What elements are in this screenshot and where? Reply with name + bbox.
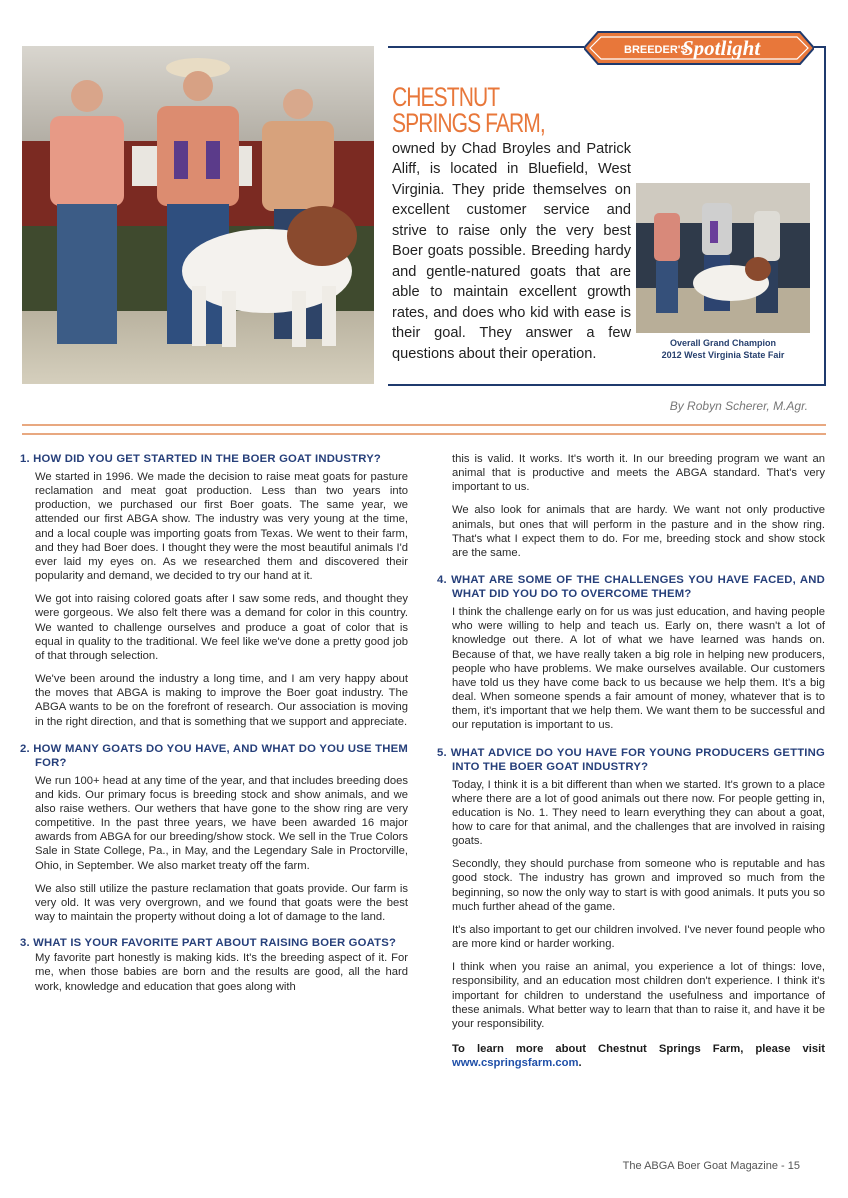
question-heading: 3. WHAT IS YOUR FAVORITE PART ABOUT RAISING BOER GOATS? [20, 937, 397, 950]
answer-paragraph: I think when you raise an animal, you experience a lot of things: love, responsibility, and an education most children don't experience. I think it's important for children to understand the usefulness and importance of these animals. What better way to learn that than to raise it, and have it be your responsibility. [452, 961, 825, 1030]
answer-paragraph: We got into raising colored goats after I saw some reds, and thought they were gorgeous. We also felt there was a demand for color in this country. We wanted to challenge ourselves and produce a goat of color that is equal in quality to the traditional. We feel like we've done a pretty good job of that through selection. [35, 593, 408, 662]
answer-paragraph: My favorite part honestly is making kids. It's the breeding aspect of it. For me, when those babies are born and the results are good, all the hard work, knowledge and education that goes along with [35, 952, 408, 993]
question-heading: 4. WHAT ARE SOME OF THE CHALLENGES YOU HAVE FACED, AND WHAT DID YOU DO TO OVERCOME THEM? [437, 574, 825, 601]
article-column-left [20, 452, 408, 994]
divider-rule [22, 433, 826, 435]
answer-paragraph: Secondly, they should purchase from someone who is reputable and has good stock. The industry has grown and improved so much from the beginning, so now the only way to start is with good animals. It puts you so much further ahead of the game. [452, 858, 825, 913]
page-footer: The ABGA Boer Goat Magazine - 15 [622, 1160, 800, 1172]
closing-paragraph [437, 1042, 825, 1070]
answer-paragraph: We also still utilize the pasture reclamation that goats provide. Our farm is very old. It was very overgrown, and we found that goats were the best way to maintain the property without doing a lot of damage to the land. [35, 882, 408, 924]
hero-photo [22, 46, 374, 384]
question-heading: 5. WHAT ADVICE DO YOU HAVE FOR YOUNG PRODUCERS GETTING INTO THE BOER GOAT INDUSTRY? [437, 746, 825, 773]
caption-line-2: 2012 West Virginia State Fair [661, 350, 785, 360]
caption-line-1: Overall Grand Champion [669, 338, 777, 348]
answer-paragraph: We've been around the industry a long time, and I am very happy about the moves that ABGA is making to improve the Boer goat industry. The ABGA wants to be on the forefront of research. Our association is moving in the right direction, and that is something that we support and appreciate. [35, 673, 408, 728]
answer-paragraph: We started in 1996. We made the decision to raise meat goats for pasture reclamation and meat goat production. Less than two years into production, we purchased our first Boer goats. The same year, we attended our first ABGA show. The industry was very young at the time, and a local couple was importing goats from Texas. We went to their farm, and they had Boer does. I thought they were the most beautiful animals I'd ever laid my eyes on. As we researched them and discovered their popularity and demand, we decided to try our hand at it. [35, 471, 408, 583]
closing-end: . [578, 1057, 582, 1070]
champion-photo-image [636, 183, 810, 333]
answer-paragraph: I think the challenge early on for us was just education, and having people who were willing to help and teach us. Early on, there wasn't a lot of knowledge out there. A lot of what we have learned was hands on. Because of that, we have really taken a big role in helping new producers, people who have problems. We make ourselves available. Our customers have told us they have come back to us because we help them. It's a big deal. When someone spends a fair amount of money, whatever that is to them, it's important that we help them. We want them to be successful and our reputation is important to us. [452, 606, 825, 732]
article-column-right [437, 452, 825, 1082]
farm-website-link[interactable]: www.cspringsfarm.com [452, 1057, 579, 1070]
closing-text: To learn more about Chestnut Springs Farm, please visit [452, 1043, 825, 1056]
answer-paragraph: We run 100+ head at any time of the year, and that includes breeding does and kids. Our primary focus is breeding stock and show animals, and we also raise wethers. Our wethers that have gone to the show ring are very competitive. In the past three years, we have been awarded 16 major awards from ABGA for our breeding/show stock. We sell in the True Colors Sale in State College, Pa., in May, and the Legendary Sale in Proctorville, Ohio, in September. We also market treaty off the farm. [35, 774, 408, 872]
question-heading: 2. HOW MANY GOATS DO YOU HAVE, AND WHAT DO YOU USE THEM FOR? [20, 742, 408, 769]
frame-right [824, 46, 826, 384]
answer-paragraph: this is valid. It works. It's worth it. In our breeding program we want an animal that is productive and meets the ABGA standard. That's very important to us. [452, 453, 825, 494]
champion-caption [636, 337, 810, 361]
badge-word-breeders: BREEDER'S [624, 44, 688, 56]
answer-paragraph: It's also important to get our children involved. I've never found people who are more kind or harder working. [452, 923, 825, 951]
byline: By Robyn Scherer, M.Agr. [669, 399, 808, 413]
answer-paragraph: Today, I think it is a bit different than when we started. It's grown to a place where there are a lot of good animals out there now. For people getting in, education is No. 1. They need to learn everything they can about a goat, how to care for that animal, and the challenges that are involved in raising goats. [452, 778, 825, 848]
breeders-spotlight-badge [584, 28, 814, 68]
divider-rule [22, 424, 826, 426]
answer-paragraph: We also look for animals that are hardy. We want not only productive animals, but ones that will perform in the pasture and in the show ring. That's what I expect them to do. For me, breeding stock and show stock are the same. [452, 504, 825, 559]
intro-text: owned by Chad Broyles and Patrick Aliff, is located in Bluefield, West Virginia. They pride themselves on excellent customer service and strive to raise only the very best Boer goats possible. Breeding hardy and gentle-natured goats that are able to maintain excellent growth rates, and does who kid with ease is their goal. They answer a few questions about their operation. [392, 140, 631, 362]
farm-name: CHESTNUT SPRINGS FARM, [392, 82, 545, 138]
question-heading: 1. HOW DID YOU GET STARTED IN THE BOER GOAT INDUSTRY? [20, 453, 382, 465]
champion-photo [636, 183, 810, 333]
header-rule [388, 46, 584, 48]
badge-word-spotlight: Spotlight [682, 36, 761, 60]
hero-photo-image [22, 46, 374, 384]
